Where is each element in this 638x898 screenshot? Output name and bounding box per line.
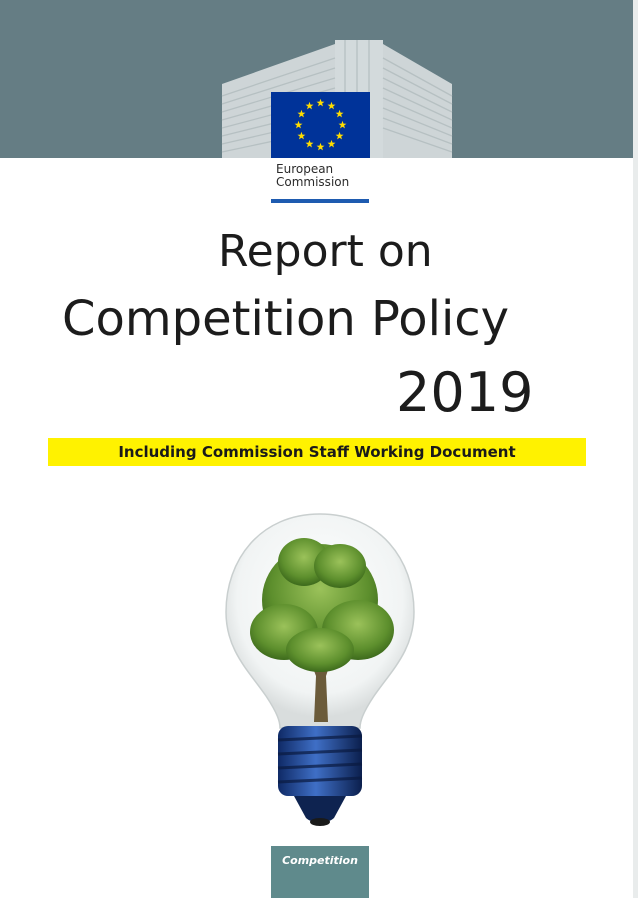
subtitle-highlight-bar — [48, 438, 586, 466]
logo-rule — [271, 199, 369, 203]
page-edge — [633, 0, 638, 898]
section-tag-label: Competition — [282, 854, 358, 867]
section-tag — [271, 846, 369, 898]
subtitle: Including Commission Staff Working Document — [118, 443, 516, 461]
lightbulb-tree-image — [200, 500, 440, 830]
eu-flag-icon — [271, 92, 370, 158]
publisher-line2: Commission — [276, 175, 350, 189]
title-line1: Report on — [218, 226, 433, 277]
title-year: 2019 — [396, 361, 534, 424]
publisher-line1: European — [276, 162, 334, 176]
title-line2: Competition Policy — [62, 291, 510, 347]
publisher-logo-text — [276, 163, 371, 189]
